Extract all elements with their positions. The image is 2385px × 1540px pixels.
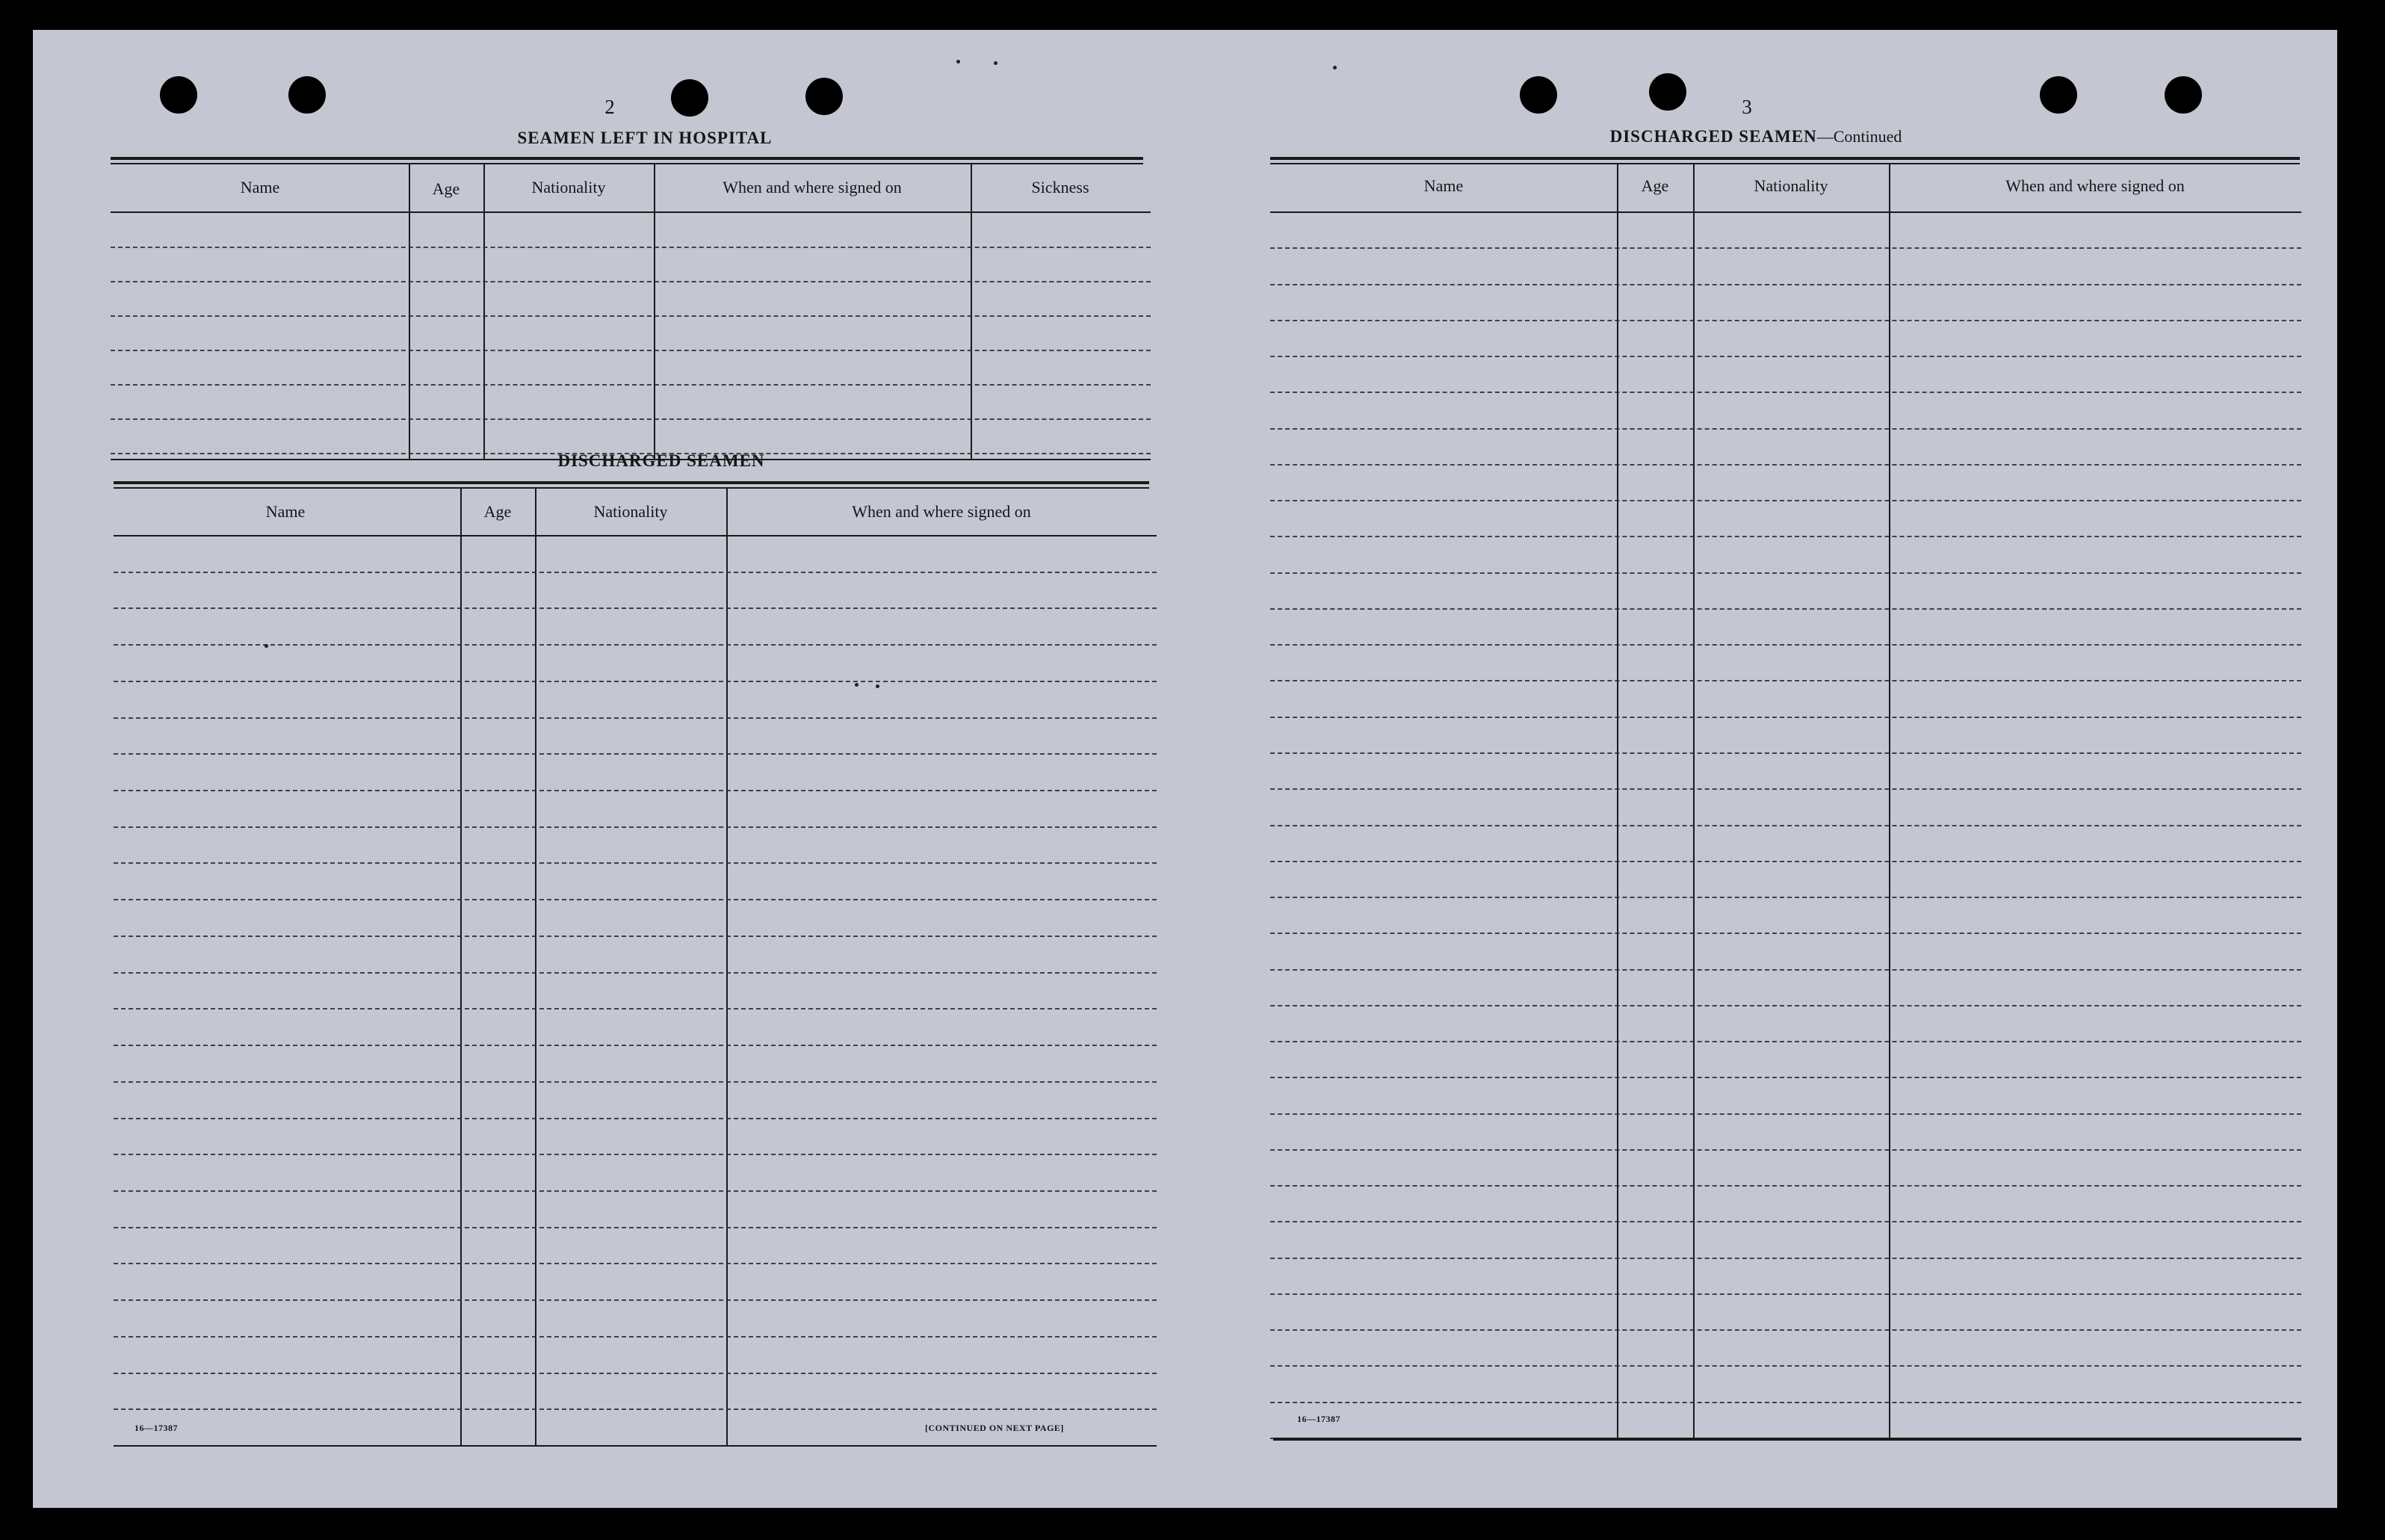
- punch-hole: [805, 78, 843, 115]
- table-row-line: [114, 1408, 1157, 1410]
- table-row-line: [114, 1299, 1157, 1301]
- table-row-line: [1270, 1293, 2301, 1295]
- discharged-col-age: Age: [483, 502, 512, 521]
- punch-hole: [2040, 76, 2077, 114]
- discharged-cont-col-age: Age: [1641, 176, 1669, 195]
- table-row-line: [114, 681, 1157, 682]
- table-row-line: [1270, 284, 2301, 285]
- table-row-line: [114, 1081, 1157, 1083]
- page-number-right: 3: [1742, 96, 1752, 118]
- discharged-table-title: DISCHARGED SEAMEN: [557, 451, 765, 470]
- table-row-line: [114, 790, 1157, 791]
- table-row-line: [114, 1336, 1157, 1338]
- table-row-line: [114, 1008, 1157, 1009]
- table-row-line: [114, 1227, 1157, 1228]
- hospital-col-nationality: Nationality: [531, 178, 606, 197]
- hospital-col-sickness: Sickness: [1031, 178, 1089, 197]
- table-row-line: [1270, 572, 2301, 574]
- scan-speck: [956, 60, 960, 64]
- punch-hole: [288, 76, 326, 114]
- table-row-line: [114, 607, 1157, 609]
- hospital-col-age: Age: [432, 179, 460, 198]
- table-row-line: [1270, 1221, 2301, 1222]
- form-sheet: [33, 30, 2337, 1508]
- table-row-line: [114, 899, 1157, 900]
- table-row-line: [114, 936, 1157, 937]
- table-row-line: [1270, 500, 2301, 501]
- table-row-line: [1270, 320, 2301, 321]
- hospital-col-signed-on: When and where signed on: [723, 178, 902, 197]
- table-row-line: [114, 1190, 1157, 1192]
- table-row-line: [1270, 1149, 2301, 1151]
- table-row-line: [1270, 717, 2301, 718]
- table-row-line: [1270, 536, 2301, 537]
- table-row-line: [1270, 969, 2301, 971]
- table-row-line: [114, 717, 1157, 719]
- discharged-cont-col-nationality: Nationality: [1754, 176, 1828, 195]
- discharged-col-signed-on: When and where signed on: [852, 502, 1031, 521]
- discharged-continued-title-main: DISCHARGED SEAMEN: [1609, 127, 1817, 146]
- discharged-continued-title: [1472, 127, 2040, 146]
- table-row-line: [1270, 1041, 2301, 1042]
- table-row-line: [114, 644, 1157, 646]
- table-row-line: [1270, 464, 2301, 466]
- table-row-line: [1270, 1005, 2301, 1006]
- form-number-left: 16—17387: [134, 1423, 178, 1433]
- punch-hole: [2165, 76, 2202, 114]
- table-row-line: [1270, 644, 2301, 646]
- table-row-line: [1270, 356, 2301, 357]
- table-row-line: [1270, 1365, 2301, 1367]
- table-row-line: [1270, 897, 2301, 898]
- discharged-col-nationality: Nationality: [593, 502, 668, 521]
- scan-speck: [1333, 66, 1337, 69]
- punch-hole: [1649, 73, 1686, 111]
- table-row-line: [1270, 608, 2301, 610]
- discharged-continued-suffix: —Continued: [1816, 127, 1902, 146]
- table-row-line: [1270, 428, 2301, 430]
- table-row-line: [1270, 933, 2301, 934]
- table-row-line: [1270, 788, 2301, 790]
- table-row-line: [114, 1373, 1157, 1374]
- table-row-line: [114, 1263, 1157, 1264]
- scan-speck: [876, 684, 879, 688]
- scan-speck: [265, 644, 268, 648]
- table-row-line: [1270, 392, 2301, 393]
- table-row-line: [114, 1045, 1157, 1046]
- table-row-line: [114, 1154, 1157, 1155]
- scan-speck: [855, 683, 859, 687]
- hospital-col-name: Name: [240, 178, 280, 197]
- table-row-line: [114, 572, 1157, 573]
- table-row-line: [1270, 1113, 2301, 1115]
- table-row-line: [1270, 861, 2301, 862]
- table-row-line: [1270, 247, 2301, 249]
- discharged-cont-col-signed-on: When and where signed on: [2005, 176, 2185, 195]
- table-row-line: [1270, 1329, 2301, 1331]
- table-row-line: [1270, 680, 2301, 681]
- punch-hole: [160, 76, 197, 114]
- table-row-line: [1270, 1258, 2301, 1259]
- scan-speck: [994, 61, 997, 65]
- page-number-left: 2: [604, 96, 615, 118]
- table-row-line: [1270, 1185, 2301, 1187]
- hospital-table-title: SEAMEN LEFT IN HOSPITAL: [517, 129, 773, 147]
- table-row-line: [1270, 825, 2301, 826]
- table-row-line: [1270, 1077, 2301, 1078]
- table-row-line: [1270, 1402, 2301, 1403]
- discharged-cont-col-name: Name: [1423, 176, 1464, 195]
- table-row-line: [114, 753, 1157, 755]
- table-row-line: [114, 826, 1157, 828]
- continued-note: [CONTINUED ON NEXT PAGE]: [925, 1423, 1064, 1433]
- punch-hole: [671, 79, 708, 117]
- punch-hole: [1520, 76, 1557, 114]
- table-row-line: [1270, 752, 2301, 754]
- table-row-line: [114, 862, 1157, 864]
- discharged-col-name: Name: [265, 502, 306, 521]
- table-row-line: [114, 1118, 1157, 1119]
- table-row-line: [114, 972, 1157, 974]
- form-number-right: 16—17387: [1297, 1414, 1340, 1424]
